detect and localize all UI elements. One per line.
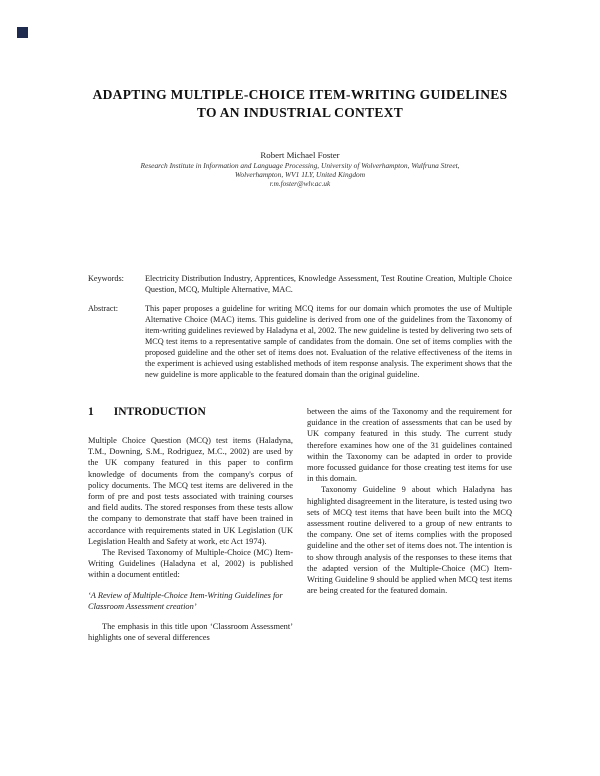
section-1-heading <box>88 406 293 419</box>
abstract-text: This paper proposes a guideline for writing MCQ items for our domain which promotes the use of Multiple Alternative Choice (MAC) items. This guideline is derived from one of the guidelines from the Taxonomy of item-writing guidelines reviewed by Haladyna et al, 2002. The new guideline is tested by delivering two sets of MCQ test items to a representative sample of candidates from the domain. One set of items complies with the proposed guideline and the other set of items does not. Evaluation of the relative effectiveness of the items in the experiment is achieved using established methods of item response analysis. The experiment shows that the new guideline is more applicable to the featured domain than the original guideline. <box>145 304 512 379</box>
intro-paragraph-4: between the aims of the Taxonomy and the requirement for guidance in the creation of assessments that can be used by UK company featured in this study. The current study therefore examines how one of the 31 guidelines contained within the Taxonomy can be adapted in order to provide more focussed guidance for those creating test items for use in this domain. <box>307 407 512 484</box>
intro-paragraph-2: The Revised Taxonomy of Multiple-Choice (MC) Item-Writing Guidelines (Haladyna et al, 2002) is published within a document entitled: <box>88 548 293 580</box>
section-1-title: INTRODUCTION <box>113 406 206 418</box>
author-name: Robert Michael Foster <box>260 150 340 160</box>
keywords-block <box>88 273 512 295</box>
intro-paragraph-1: Multiple Choice Question (MCQ) test items (Haladyna, T.M., Downing, S.M., Rodriguez, M.C., 2002) are used by the UK company featured in this paper to confirm knowledge of documents from the company's corpus of policy documents. The MCQ test items are delivered in the form of pre and post tests associated with training courses and field audits. The stored responses from these tests allow the company to demonstrate that staff have been trained in accordance with requirements stated in UK Legislation (UK Legislation Health and Safety at work, etc Act 1974). <box>88 436 293 546</box>
paper-title-line2: TO AN INDUSTRIAL CONTEXT <box>196 105 404 120</box>
paper-title-line1: ADAPTING MULTIPLE-CHOICE ITEM-WRITING GUIDELINES <box>92 87 508 102</box>
keywords-text: Electricity Distribution Industry, Apprentices, Knowledge Assessment, Test Routine Creation, Multiple Choice Question, MCQ, Multiple Alternative, MAC. <box>145 274 512 294</box>
intro-paragraph-3: The emphasis in this title upon ‘Classroom Assessment’ highlights one of several differences <box>88 622 293 643</box>
abstract-block <box>88 303 512 380</box>
document-title-quote: ‘A Review of Multiple-Choice Item-Writing Guidelines for Classroom Assessment creation’ <box>88 590 283 611</box>
section-1-number: 1 <box>88 406 94 418</box>
paper-title <box>44 86 556 122</box>
intro-paragraph-5: Taxonomy Guideline 9 about which Haladyna has highlighted disagreement in the literature, is tested using two sets of MCQ test items that have been built into the MCQ assessment routine delivered to a group of new entrants to the company. One set of items complies with the proposed guideline and the other set of items does not. The intention is to show through analysis of the responses to these items that the adapted version of the Multiple-Choice (MC) Item-Writing Guideline 9 should be applied when MCQ test items are being created for the featured domain. <box>307 485 512 596</box>
left-column <box>88 406 293 643</box>
keywords-label: Keywords: <box>88 274 124 283</box>
body-columns <box>88 406 512 643</box>
author-affiliation-line1: Research Institute in Information and Language Processing, University of Wolverhampton, Wulfruna Street, <box>140 161 460 170</box>
author-affiliation-line2: Wolverhampton, WV1 1LY, United Kingdom <box>234 170 366 179</box>
author-email: r.m.foster@wlv.ac.uk <box>269 180 331 188</box>
author-block <box>44 150 556 189</box>
abstract-label: Abstract: <box>88 304 119 313</box>
right-column <box>307 406 512 596</box>
page-corner-marker <box>17 27 28 38</box>
